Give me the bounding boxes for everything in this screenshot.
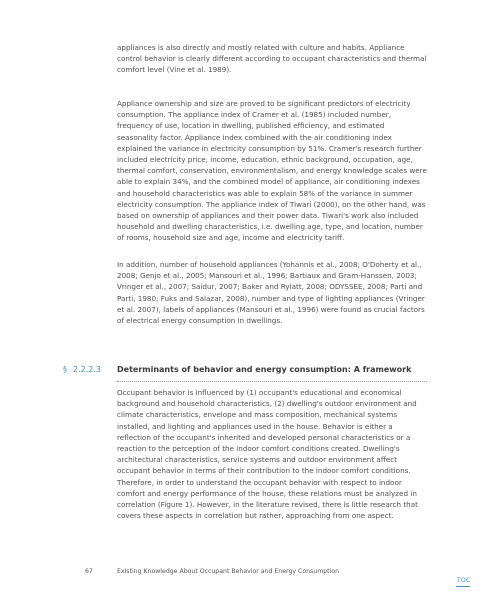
body-paragraph-3: In addition, number of household appliances (Yohannis et al., 2008; O'Doherty et al., 2008; Genjo et al., 2005; Mansouri et al., 1996; Bartiaux and Gram-Hanssen, 2003; Vringer et al., 2007; Saidur, 2007; Baker and Rylatt, 2008; ODYSSEE, 2008; Parti and Parti, 1980; Fuks and Salazar, 2008), number and type of lighting appliances (Vringer et al. 2007), labels of appliances (Mansouri et al., 1996) were found as crucial factors of electrical energy consumption in dwellings. (117, 260, 425, 326)
section-marker (63, 365, 101, 374)
page-number: 67 (85, 568, 93, 575)
body-paragraph-4: Occupant behavior is influenced by (1) occupant's educational and economical background and household characteristics, (2) dwelling's outdoor environment and climate characteristics, envelope and mass composition, mechanical systems installed, and lighting and appliances used in the house. Behavior is either a reflection of the occupant's inherited and developed personal characteristics or a reaction to the perception of the indoor comfort conditions created. Dwelling's architectural characteristics, service systems and outdoor environment affect occupant behavior in terms of their contribution to the indoor comfort conditions. Therefore, in order to understand the occupant behavior with respect to indoor comfort and energy performance of the house, these relations must be analyzed in correlation (Figure 1). However, in the literature revised, there is little research that covers these aspects in correlation but rather, approaching from one aspect. (117, 388, 418, 521)
toc-link[interactable]: TOC (457, 577, 471, 584)
body-paragraph-1: appliances is also directly and mostly related with culture and habits. Appliance control behavior is clearly different according to occupant characteristics and thermal comfort level (Vine et al. 1989). (117, 43, 427, 75)
section-divider (117, 381, 427, 382)
running-title: Existing Knowledge About Occupant Behavior and Energy Consumption (117, 568, 340, 575)
section-symbol: § (63, 365, 67, 374)
section-heading: Determinants of behavior and energy consumption: A framework (117, 365, 412, 374)
body-paragraph-2: Appliance ownership and size are proved to be significant predictors of electricity consumption. The appliance index of Cramer et al. (1985) included number, frequency of use, location in dwelling, published efficiency, and estimated seasonality factor. Appliance index combined with the air conditioning index explained the variance in electricity consumption by 51%. Cramer's research further included electricity price, income, education, ethnic background, occupation, age, thermal comfort, conservation, environmentalism, and energy knowledge scales were able to explain 34%, and the combined model of appliance, air conditioning indexes and household characteristics was able to explain 58% of the variance in summer electricity consumption. The appliance index of Tiwari (2000), on the other hand, was based on ownership of appliances and their power data. Tiwari's work also included household and dwelling characteristics, i.e. dwelling age, type, and location, number of rooms, household size and age, income and electricity tariff. (117, 99, 427, 243)
section-number: 2.2.2.3 (73, 365, 101, 374)
toc-underline (456, 586, 470, 587)
